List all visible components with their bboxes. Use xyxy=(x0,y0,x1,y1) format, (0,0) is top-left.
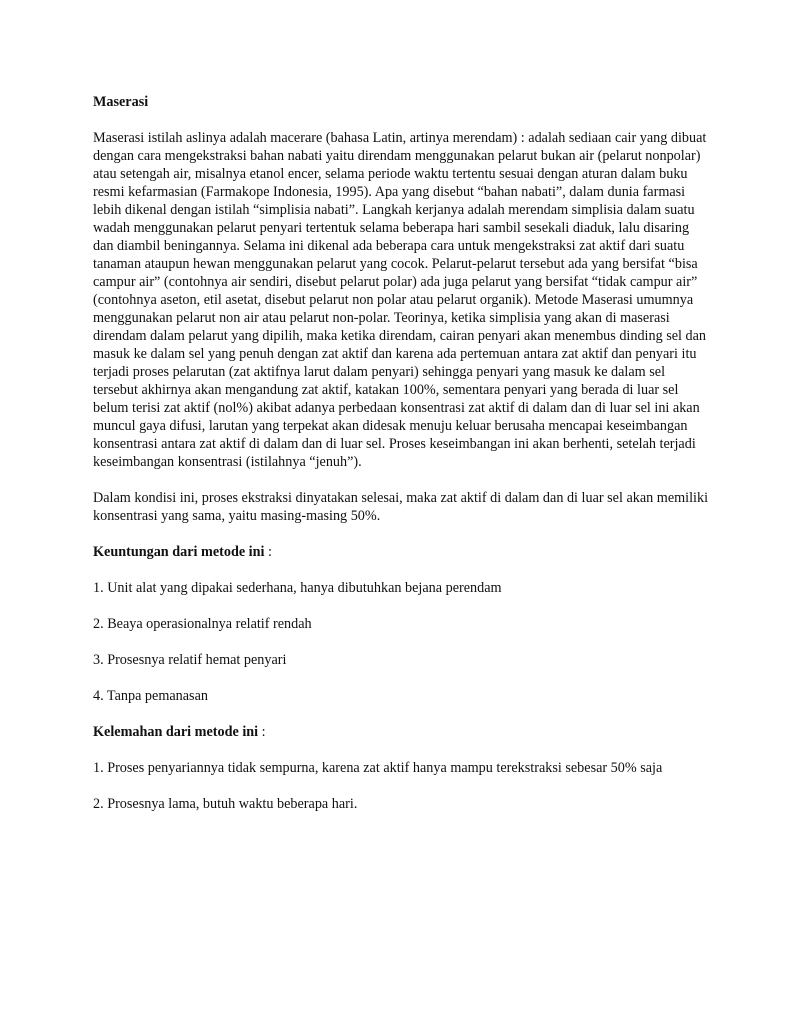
disadvantages-heading xyxy=(93,723,713,741)
advantages-heading-text: Keuntungan dari metode ini xyxy=(93,544,265,560)
list-item: 2. Beaya operasionalnya relatif rendah xyxy=(93,616,312,632)
document-page xyxy=(93,93,713,831)
advantages-heading xyxy=(93,543,713,561)
list-item: 2. Prosesnya lama, butuh waktu beberapa hari. xyxy=(93,796,358,812)
advantages-heading-suffix: : xyxy=(264,544,272,560)
body-paragraph: Dalam kondisi ini, proses ekstraksi dinyatakan selesai, maka zat aktif di dalam dan di luar sel akan memiliki konsentrasi yang sama, yaitu masing-masing 50%. xyxy=(93,490,709,524)
list-item: 1. Unit alat yang dipakai sederhana, hanya dibutuhkan bejana perendam xyxy=(93,580,502,596)
list-item: 1. Proses penyariannya tidak sempurna, karena zat aktif hanya mampu terekstraksi sebesar 50% saja xyxy=(93,760,663,776)
list-item: 4. Tanpa pemanasan xyxy=(93,688,208,704)
disadvantages-heading-text: Kelemahan dari metode ini xyxy=(93,724,259,740)
document-title: Maserasi xyxy=(93,94,149,110)
body-paragraph: Maserasi istilah aslinya adalah macerare (bahasa Latin, artinya merendam) : adalah sediaan cair yang dibuat dengan cara mengekstraksi bahan nabati yaitu direndam menggunakan pelarut bukan air (pelarut nonpolar) atau setengah air, misalnya etanol encer, selama periode waktu tertentu sesuai dengan aturan dalam buku resmi kefarmasian (Farmakope Indonesia, 1995). Apa yang disebut “bahan nabati”, dalam dunia farmasi lebih dikenal dengan istilah “simplisia nabati”. Langkah kerjanya adalah merendam simplisia dalam suatu wadah menggunakan pelarut penyari tertentuk selama beberapa hari sambil sesekali diaduk, lalu disaring dan diambil beningannya. Selama ini dikenal ada beberapa cara untuk mengekstraksi zat aktif dari suatu tanaman ataupun hewan menggunakan pelarut yang cocok. Pelarut-pelarut tersebut ada yang bersifat “bisa campur air” (contohnya air sendiri, disebut pelarut polar) ada juga pelarut yang bersifat “tidak campur air” (contohnya aseton, etil asetat, disebut pelarut non polar atau pelarut organik). Metode Maserasi umumnya menggunakan pelarut non air atau pelarut non-polar. Teorinya, ketika simplisia yang akan di maserasi direndam dalam pelarut yang dipilih, maka ketika direndam, cairan penyari akan menembus dinding sel dan masuk ke dalam sel yang penuh dengan zat aktif dan karena ada pertemuan antara zat aktif dan penyari itu terjadi proses pelarutan (zat aktifnya larut dalam penyari) sehingga penyari yang masuk ke dalam sel tersebut akhirnya akan mengandung zat aktif, katakan 100%, sementara penyari yang berada di luar sel belum terisi zat aktif (nol%) akibat adanya perbedaan konsentrasi zat aktif di dalam dan di luar sel ini akan muncul gaya difusi, larutan yang terpekat akan didesak menuju keluar berusaha mencapai keseimbangan konsentrasi antara zat aktif di dalam dan di luar sel. Proses keseimbangan ini akan berhenti, setelah terjadi keseimbangan konsentrasi (istilahnya “jenuh”). xyxy=(93,130,707,470)
disadvantages-heading-suffix: : xyxy=(258,724,266,740)
list-item: 3. Prosesnya relatif hemat penyari xyxy=(93,652,287,668)
